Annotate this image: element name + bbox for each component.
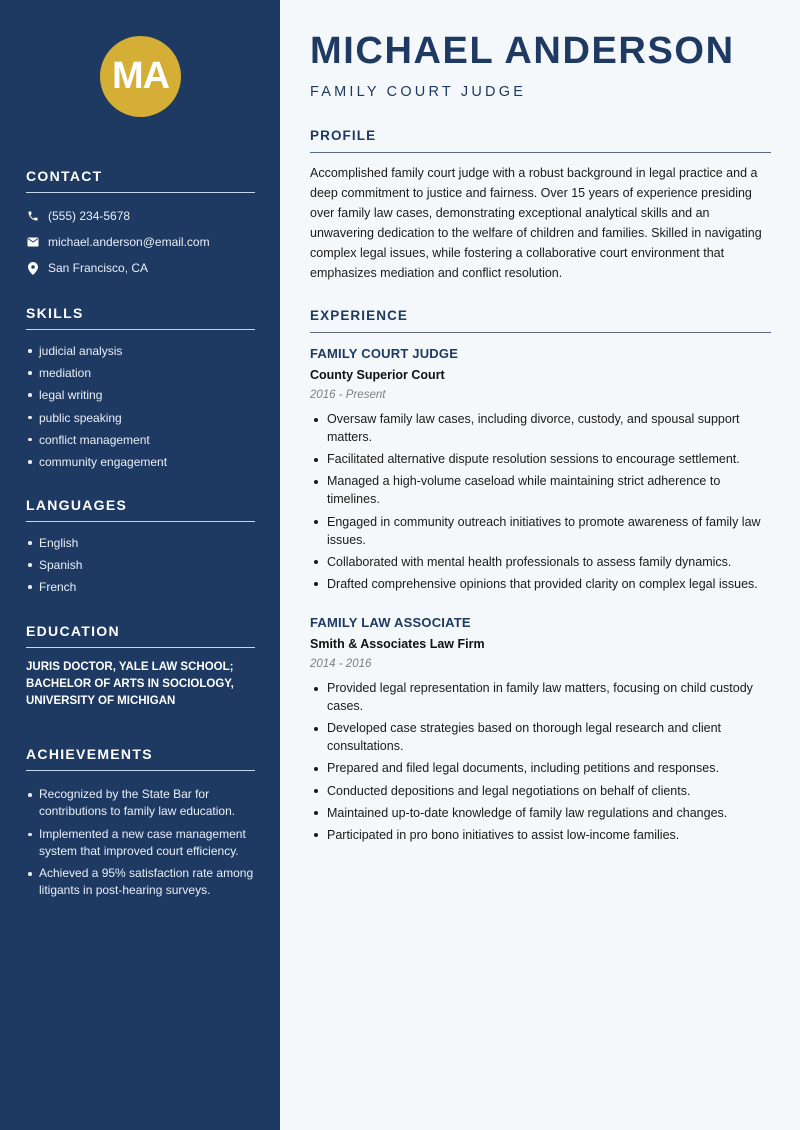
avatar-initials: MA: [111, 55, 170, 97]
job-company: County Superior Court: [310, 368, 445, 382]
experience-section: [310, 308, 771, 333]
profile-section: [310, 128, 771, 283]
skill-item: judicial analysis: [26, 340, 255, 362]
contact-section: [26, 168, 255, 281]
skill-item: community engagement: [26, 451, 255, 473]
contact-list: [26, 203, 255, 281]
job-bullet: Participated in pro bono initiatives to assist low-income families.: [310, 826, 771, 844]
job-bullet: Facilitated alternative dispute resolution sessions to encourage settlement.: [310, 450, 771, 468]
skill-item: mediation: [26, 362, 255, 384]
languages-section: [26, 497, 255, 599]
education-text: JURIS DOCTOR, YALE LAW SCHOOL; BACHELOR OF ARTS IN SOCIOLOGY, UNIVERSITY OF MICHIGAN: [26, 661, 234, 707]
achievements-section: [26, 746, 255, 905]
languages-heading: LANGUAGES: [26, 497, 255, 522]
contact-heading: CONTACT: [26, 168, 255, 193]
job-bullets: [310, 679, 771, 844]
achievements-list: [26, 786, 255, 899]
job-bullet: Conducted depositions and legal negotiations on behalf of clients.: [310, 782, 771, 800]
achievement-item: Recognized by the State Bar for contributions to family law education.: [26, 786, 255, 820]
contact-phone: [26, 203, 255, 229]
experience-heading: EXPERIENCE: [310, 308, 771, 333]
contact-location-text: San Francisco, CA: [48, 261, 149, 275]
job-bullet: Maintained up-to-date knowledge of family law regulations and changes.: [310, 804, 771, 822]
achievements-heading: ACHIEVEMENTS: [26, 746, 255, 771]
job-position: FAMILY COURT JUDGE: [310, 346, 459, 361]
achievement-item: Achieved a 95% satisfaction rate among litigants in post-hearing surveys.: [26, 865, 255, 899]
avatar: [100, 36, 181, 117]
contact-phone-text[interactable]: (555) 234-5678: [48, 209, 131, 223]
job-bullets: [310, 410, 771, 593]
job-bullet: Developed case strategies based on thorough legal research and client consultations.: [310, 719, 771, 755]
contact-email: [26, 229, 255, 255]
achievement-item: Implemented a new case management system that improved court efficiency.: [26, 826, 255, 860]
profile-heading: PROFILE: [310, 128, 771, 153]
language-item: English: [26, 532, 255, 554]
language-item: Spanish: [26, 554, 255, 576]
job-title-header: FAMILY COURT JUDGE: [310, 84, 527, 100]
location-pin-icon: [26, 262, 39, 275]
contact-location: [26, 255, 255, 281]
education-heading: EDUCATION: [26, 623, 255, 648]
job-bullet: Provided legal representation in family law matters, focusing on child custody cases.: [310, 679, 771, 715]
job-bullet: Prepared and filed legal documents, including petitions and responses.: [310, 759, 771, 777]
email-icon: [26, 236, 39, 249]
language-item: French: [26, 576, 255, 598]
candidate-name: MICHAEL ANDERSON: [310, 30, 735, 72]
sidebar: [0, 0, 280, 1130]
job-bullet: Drafted comprehensive opinions that provided clarity on complex legal issues.: [310, 575, 771, 593]
job-entry: [310, 615, 771, 848]
skill-item: conflict management: [26, 429, 255, 451]
job-entry: [310, 346, 771, 597]
job-dates: 2016 - Present: [310, 389, 386, 401]
skill-item: legal writing: [26, 384, 255, 406]
skill-item: public speaking: [26, 407, 255, 429]
job-company: Smith & Associates Law Firm: [310, 637, 485, 651]
skills-section: [26, 305, 255, 473]
job-bullet: Engaged in community outreach initiatives to promote awareness of family law issues.: [310, 513, 771, 549]
job-bullet: Managed a high-volume caseload while maintaining strict adherence to timelines.: [310, 472, 771, 508]
job-bullet: Oversaw family law cases, including divorce, custody, and spousal support matters.: [310, 410, 771, 446]
job-position: FAMILY LAW ASSOCIATE: [310, 615, 471, 630]
languages-list: [26, 532, 255, 599]
phone-icon: [26, 210, 39, 223]
job-bullet: Collaborated with mental health professionals to assess family dynamics.: [310, 553, 771, 571]
profile-text: Accomplished family court judge with a robust background in legal practice and a deep commitment to justice and fairness. Over 15 years of experience presiding over family law cases, demonstrating exceptional analytical skills and an unwavering dedication to the welfare of children and families. Skilled in navigating complex legal issues, while fostering a collaborative court environment that emphasizes mediation and conflict resolution.: [310, 166, 762, 280]
skills-heading: SKILLS: [26, 305, 255, 330]
education-section: [26, 623, 255, 710]
job-dates: 2014 - 2016: [310, 658, 372, 670]
skills-list: [26, 340, 255, 473]
contact-email-text[interactable]: michael.anderson@email.com: [48, 235, 210, 249]
